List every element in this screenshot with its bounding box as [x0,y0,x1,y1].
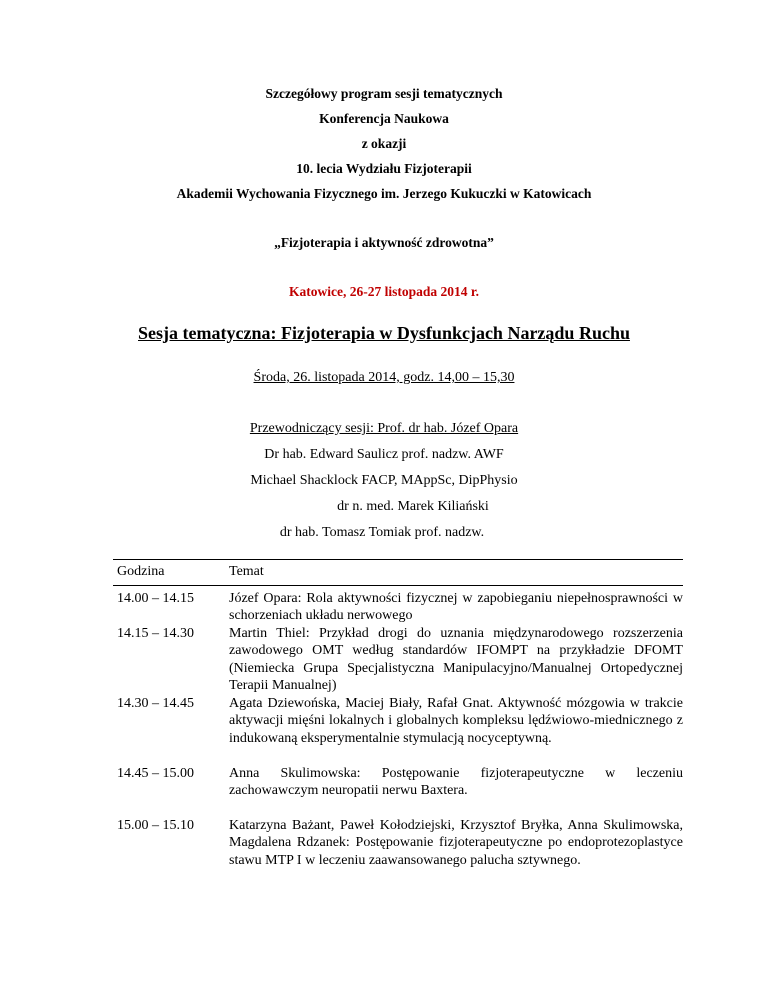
row-5-time: 15.00 – 15.10 [117,818,194,833]
row-2-time: 14.15 – 14.30 [117,626,194,641]
chair-line [0,420,768,437]
member-4: dr hab. Tomasz Tomiak prof. nadzw. [279,525,485,540]
academy-line: Akademii Wychowania Fizycznego im. Jerzego Kukuczki w Katowicach [176,186,592,201]
conference-date-place: Katowice, 26-27 listopada 2014 r. [289,284,479,299]
occasion-line: z okazji [361,136,407,151]
row-3-time: 14.30 – 14.45 [117,696,194,711]
row-4-time: 14.45 – 15.00 [117,766,194,781]
conference-name: Konferencja Naukowa [319,111,449,126]
session-title: Sesja tematyczna: Fizjoterapia w Dysfunkcjach Narządu Ruchu [138,323,630,343]
column-header-topic: Temat [229,564,264,579]
anniversary-line: 10. lecia Wydziału Fizjoterapii [296,161,472,176]
conference-motto: „Fizjoterapia i aktywność zdrowotna” [274,235,494,250]
program-heading: Szczegółowy program sesji tematycznych [265,86,503,101]
session-datetime [0,369,768,386]
member-3: dr n. med. Marek Kiliański [337,499,489,514]
table-header-rule [113,585,683,586]
row-1-time: 14.00 – 14.15 [117,591,194,606]
session-datetime-text: Środa, 26. listopada 2014, godz. 14,00 – 15,30 [253,370,515,385]
row-5-topic: Katarzyna Bażant, Paweł Kołodziejski, Krzysztof Bryłka, Anna Skulimowska, Magdalena Rdzanek: Postępowanie fizjoterapeutyczne po endoprotezoplastyce stawu MTP I w leczeniu zaawansowanego palucha sztywnego. [229,818,683,868]
member-2: Michael Shacklock FACP, MAppSc, DipPhysio [250,473,518,488]
column-header-time: Godzina [117,564,165,579]
row-2-topic: Martin Thiel: Przykład drogi do uznania międzynarodowego rozszerzenia zawodowego OMT według standardów IFOMPT na przykładzie DFOMT (Niemiecka Grupa Specjalistyczna Manipulacyjno/Manualnej Ortopedycznej Terapii Manualnej) [229,626,683,694]
member-1: Dr hab. Edward Saulicz prof. nadzw. AWF [264,447,504,462]
table-top-rule [113,559,683,560]
chair-text: Przewodniczący sesji: Prof. dr hab. Józef Opara [249,421,519,436]
row-1-topic: Józef Opara: Rola aktywności fizycznej w zapobieganiu niepełnosprawności w schorzeniach układu nerwowego [229,591,683,624]
row-3-topic: Agata Dziewońska, Maciej Biały, Rafał Gnat. Aktywność mózgowia w trakcie aktywacji mięśni lokalnych i globalnych kompleksu lędźwiowo-miednicznego z indukowaną eksperymentalnie stymulacją nocyceptywną. [229,696,683,746]
row-4-topic: Anna Skulimowska: Postępowanie fizjoterapeutyczne w leczeniu zachowawczym neuropatii nerwu Baxtera. [229,766,683,799]
